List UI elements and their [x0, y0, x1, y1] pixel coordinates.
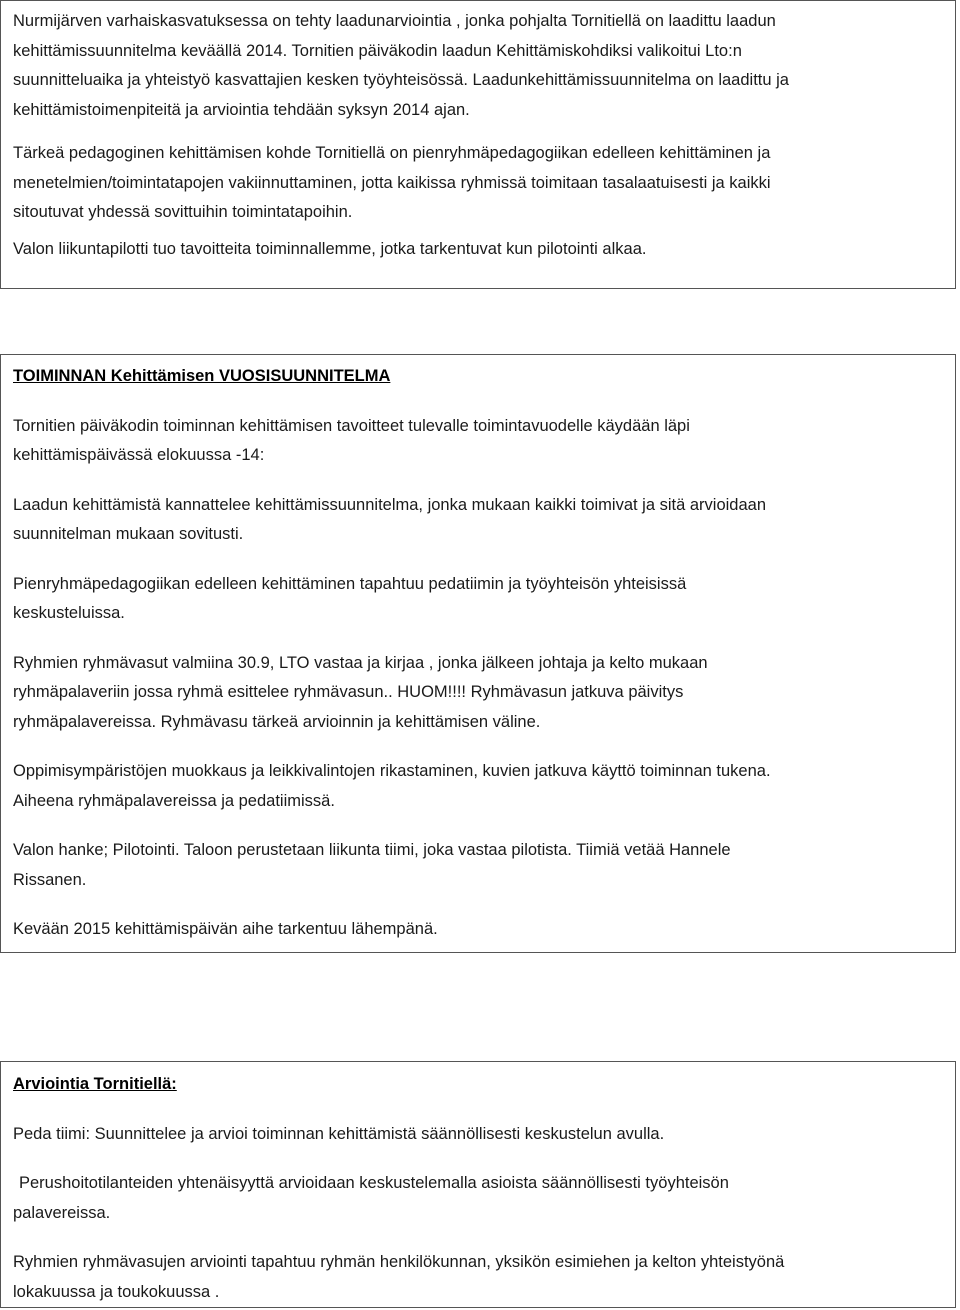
- annual-plan-section: [0, 354, 956, 953]
- plan-paragraph-4: [13, 649, 943, 738]
- plan-paragraph-3: [13, 570, 943, 629]
- plan-paragraph-1: [13, 412, 943, 471]
- text-line: Tornitien päiväkodin toiminnan kehittämisen tavoitteet tulevalle toimintavuodelle käydään läpi: [13, 416, 690, 435]
- evaluation-section: [0, 1061, 956, 1308]
- text-line: menetelmien/toimintatapojen vakiinnuttaminen, jotta kaikissa ryhmissä toimitaan tasalaatuisesti ja kaikki: [13, 173, 771, 192]
- text-line: ryhmäpalaveriin jossa ryhmä esittelee ryhmävasun.. HUOM!!!! Ryhmävasun jatkuva päivitys: [13, 683, 684, 701]
- text-line: Ryhmien ryhmävasujen arviointi tapahtuu ryhmän henkilökunnan, yksikön esimiehen ja kelton yhteistyönä: [13, 1253, 785, 1271]
- text-line: palavereissa.: [13, 1203, 111, 1222]
- text-line: Ryhmien ryhmävasut valmiina 30.9, LTO vastaa ja kirjaa , jonka jälkeen johtaja ja kelto mukaan: [13, 653, 708, 672]
- text-line: kehittämistoimenpiteitä ja arviointia tehdään syksyn 2014 ajan.: [13, 100, 470, 119]
- evaluation-paragraph-3: [13, 1248, 943, 1307]
- text-line: Aiheena ryhmäpalavereissa ja pedatiimissä.: [13, 791, 335, 810]
- text-line: Kevään 2015 kehittämispäivän aihe tarkentuu lähempänä.: [13, 920, 438, 938]
- evaluation-paragraph-2: [13, 1169, 943, 1228]
- evaluation-paragraph-1: [13, 1120, 943, 1150]
- text-line: Oppimisympäristöjen muokkaus ja leikkivalintojen rikastaminen, kuvien jatkuva käyttö toiminnan tukena.: [13, 762, 771, 780]
- text-line: kehittämissuunnitelma keväällä 2014. Tornitien päiväkodin laadun Kehittämiskohdiksi valikoitui Lto:n: [13, 41, 742, 60]
- text-line: sitoutuvat yhdessä sovittuihin toimintatapoihin.: [13, 203, 353, 221]
- plan-paragraph-6: [13, 836, 943, 895]
- text-line: Laadun kehittämistä kannattelee kehittämissuunnitelma, jonka mukaan kaikki toimivat ja sitä arvioidaan: [13, 495, 766, 514]
- text-line: Peda tiimi: Suunnittelee ja arvioi toiminnan kehittämistä säännöllisesti keskustelun avulla.: [13, 1124, 665, 1143]
- text-line: lokakuussa ja toukokuussa .: [13, 1282, 220, 1301]
- text-line: Nurmijärven varhaiskasvatuksessa on tehty laadunarviointia , jonka pohjalta Tornitiellä on laadittu laadun: [13, 12, 776, 30]
- plan-paragraph-7: [13, 915, 943, 945]
- plan-paragraph-5: [13, 757, 943, 816]
- section-heading: TOIMINNAN Kehittämisen VUOSISUUNNITELMA: [13, 367, 391, 385]
- intro-paragraph-1: [13, 7, 943, 125]
- text-line: Rissanen.: [13, 870, 87, 889]
- text-line: suunnitteluaika ja yhteistyö kasvattajien kesken työyhteisössä. Laadunkehittämissuunnitelma on laadittu ja: [13, 71, 789, 89]
- text-line: Pienryhmäpedagogiikan edelleen kehittäminen tapahtuu pedatiimin ja työyhteisön yhteisissä: [13, 574, 687, 593]
- text-line: Valon hanke; Pilotointi. Taloon perustetaan liikunta tiimi, joka vastaa pilotista. Tiimiä vetää Hannele: [13, 841, 731, 859]
- section-heading: Arviointia Tornitiellä:: [13, 1075, 177, 1093]
- intro-section: [0, 0, 956, 289]
- text-line: ryhmäpalavereissa. Ryhmävasu tärkeä arvioinnin ja kehittämisen väline.: [13, 712, 541, 731]
- text-line: keskusteluissa.: [13, 604, 125, 622]
- text-line: kehittämispäivässä elokuussa -14:: [13, 446, 265, 464]
- text-line: Tärkeä pedagoginen kehittämisen kohde Tornitiellä on pienryhmäpedagogiikan edelleen kehittäminen ja: [13, 144, 771, 162]
- text-line: suunnitelman mukaan sovitusti.: [13, 525, 244, 543]
- intro-paragraph-2: [13, 139, 943, 228]
- text-line: Perushoitotilanteiden yhtenäisyyttä arvioidaan keskustelemalla asioista säännöllisesti työyhteisön: [19, 1174, 729, 1192]
- intro-paragraph-3: [13, 235, 943, 265]
- text-line: Valon liikuntapilotti tuo tavoitteita toiminnallemme, jotka tarkentuvat kun pilotointi alkaa.: [13, 239, 647, 258]
- plan-paragraph-2: [13, 491, 943, 550]
